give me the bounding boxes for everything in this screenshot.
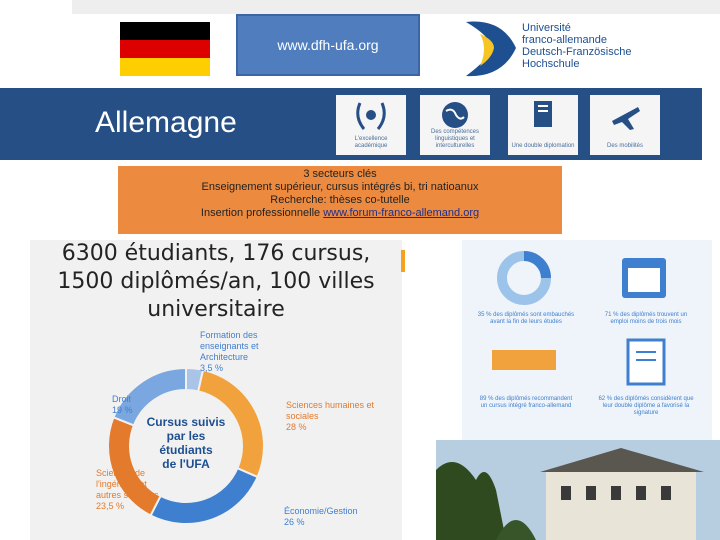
- url-link[interactable]: [236, 14, 420, 76]
- page-title: Allemagne: [95, 106, 237, 139]
- donut-icon: [502, 256, 546, 300]
- chateau-photo: [436, 440, 720, 540]
- outcome-caption-2: 71 % des diplômés trouvent un emploi moins de trois mois: [604, 312, 688, 325]
- logo-line-2: franco-allemande: [522, 34, 607, 46]
- laurel-icon: [336, 95, 406, 139]
- people-icon: [492, 350, 556, 370]
- ufa-logo-icon: [462, 18, 520, 80]
- tile-diplome: [508, 95, 578, 155]
- flag-stripe-black: [120, 22, 210, 40]
- donut-center-line-1: Cursus suivis: [146, 415, 226, 429]
- german-flag: [120, 22, 210, 76]
- stats-line-3: universitaire: [147, 297, 285, 322]
- logo-line-3: Deutsch-Französische: [522, 46, 632, 58]
- tile-caption: Des mobilités: [606, 143, 643, 149]
- top-strip: [72, 0, 720, 14]
- logo-line-1: Université: [522, 22, 571, 34]
- flag-stripe-gold: [120, 58, 210, 76]
- stats-panel: [30, 240, 402, 540]
- outcome-caption-3: 89 % des diplômés recommandent un cursus intégré franco-allemand: [479, 396, 573, 409]
- slice-value-label: 3,5 %: [200, 363, 224, 373]
- flag-stripe-red: [120, 40, 210, 58]
- tile-caption: Une double diplomation: [511, 143, 575, 149]
- tile-mobilite: [590, 95, 660, 155]
- slice-category-label: Architecture: [200, 352, 249, 362]
- slice-category-label: l'ingénieur et: [96, 479, 147, 489]
- sectors-title: 3 secteurs clés: [303, 168, 377, 180]
- donut-center-line-2: par les: [166, 429, 206, 443]
- ufa-logo: [462, 18, 674, 80]
- slice-value-label: 19 %: [112, 405, 133, 415]
- slice-value-label: 26 %: [284, 517, 305, 527]
- orange-tick: [401, 250, 405, 272]
- stats-text: [30, 240, 402, 324]
- forum-link[interactable]: www.forum-franco-allemand.org: [323, 207, 480, 219]
- logo-text: [522, 22, 631, 70]
- sectors-box: [118, 166, 562, 234]
- slice-category-label: autres sciences: [96, 490, 159, 500]
- slice-category-label: enseignants et: [200, 341, 259, 351]
- stats-line-1: 6300 étudiants, 176 cursus,: [61, 241, 371, 266]
- sectors-line-3-prefix: Insertion professionnelle: [200, 207, 324, 219]
- sectors-line-1: Enseignement supérieur, cursus intégrés bi, tri natioanux: [201, 181, 479, 193]
- outcome-caption-4: 62 % des diplômés considèrent que leur double diplôme a favorisé la signature: [598, 396, 694, 416]
- tile-caption: L'excellence académique: [354, 136, 388, 149]
- slice-category-label: Sciences humaines et: [286, 400, 375, 410]
- plane-icon: [590, 95, 660, 139]
- calendar-icon: [622, 258, 666, 298]
- tile-caption: Des compétences linguistiques et interculturelles: [430, 129, 480, 149]
- donut-center-line-3: étudiants: [159, 443, 213, 457]
- diploma-icon: [508, 95, 578, 139]
- tile-excellence: [336, 95, 406, 155]
- slice-category-label: Sciences de: [96, 468, 146, 478]
- slice-value-label: 28 %: [286, 422, 307, 432]
- contract-icon: [628, 340, 664, 384]
- sectors-line-3: [118, 207, 562, 220]
- stats-line-2: 1500 diplômés/an, 100 villes: [57, 269, 375, 294]
- chateau-image: [436, 440, 720, 540]
- donut-slice: [151, 468, 258, 524]
- slice-category-label: Formation des: [200, 330, 258, 340]
- outcomes-panel: [462, 240, 712, 448]
- sectors-line-2: Recherche: thèses co-tutelle: [270, 194, 410, 206]
- slice-value-label: 23,5 %: [96, 501, 125, 511]
- tile-competences: [420, 95, 490, 155]
- slice-category-label: Droit: [112, 394, 132, 404]
- donut-chart: [30, 330, 402, 540]
- outcome-caption-1: 35 % des diplômés sont embauchés avant la fin de leurs études: [477, 312, 575, 325]
- slice-category-label: sociales: [286, 411, 319, 421]
- slice-category-label: Économie/Gestion: [284, 506, 358, 516]
- logo-line-4: Hochschule: [522, 58, 580, 70]
- donut-center-line-4: de l'UFA: [162, 457, 210, 471]
- url-text[interactable]: www.dfh-ufa.org: [277, 37, 379, 53]
